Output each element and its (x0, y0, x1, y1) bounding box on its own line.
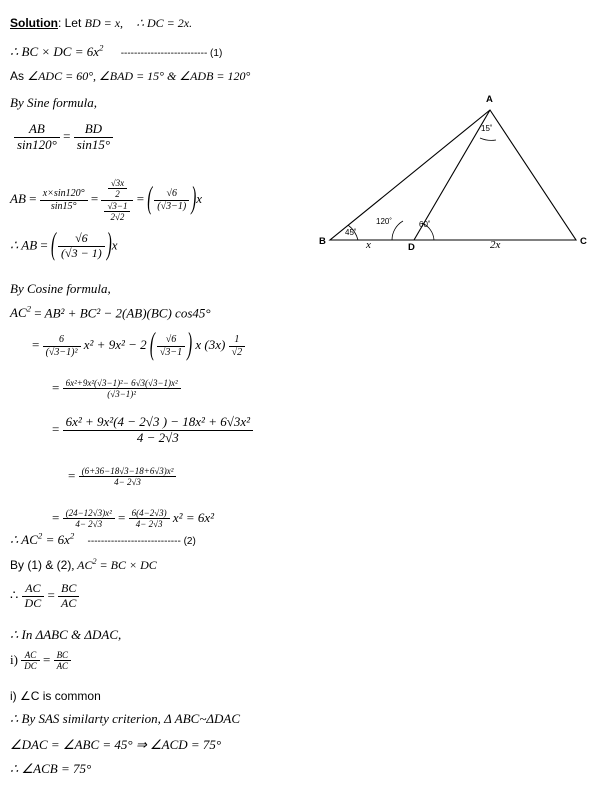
x-sin120-numerator: x×sin120° (40, 188, 88, 201)
ratio-equals: = (47, 587, 55, 603)
angles-line (10, 70, 250, 83)
side-label-dc: 2x (490, 239, 501, 251)
vertex-label-a: A (486, 94, 493, 105)
ac2-rhs: AB² + BC² − 2(AB)(BC) cos45° (44, 305, 211, 321)
ratio-equation (10, 582, 79, 611)
ac2-equals: = (34, 305, 42, 321)
sqrt3-minus-1-over-2sqrt2 (104, 201, 130, 223)
step6-num-1: (24−12√3)x² (63, 508, 115, 519)
ab-over-sin120 (14, 122, 60, 153)
bc-dc-equation: ∴ BC × DC = $6x^2$ (10, 43, 104, 60)
ac2-equation (10, 305, 211, 321)
step3-fraction (63, 378, 181, 400)
angles-text: As ∠ADC = 60°, ∠BAD = 15° & ∠ADB = 120° (10, 69, 251, 83)
in-triangles-line: ∴ In ΔABC & ΔDAC, (10, 627, 122, 642)
step3-den: (√3−1)² (107, 389, 137, 400)
ac-num: AC (22, 582, 45, 597)
ab-x-factor: x (196, 191, 202, 207)
ab-final-fraction (58, 232, 105, 261)
step3-num: 6x²+9x²(√3−1)²− 6√3(√3−1)x² (63, 378, 181, 389)
bc-num: BC (58, 582, 79, 597)
step6-den-2: 4− 2√3 (135, 519, 163, 530)
sin15-denom-2: sin15° (50, 200, 77, 212)
sine-eq-equals: = (63, 128, 71, 144)
sqrt6-over-sqrt3-1-paren (147, 188, 196, 212)
sin120-denominator: sin120° (17, 136, 57, 152)
six-num: 6 (43, 334, 81, 347)
step5-fraction (79, 466, 177, 488)
step6-fraction-2 (129, 508, 170, 530)
criterion-equals: = (42, 651, 51, 667)
step6-den-1: 4− 2√3 (75, 519, 103, 530)
ab-final-den: (√3 − 1) (61, 245, 102, 260)
dc-den: DC (24, 595, 42, 610)
ac2-step2 (32, 334, 245, 358)
ab-numerator: AB (14, 122, 60, 138)
angle-label-a15: 15˚ (481, 124, 493, 133)
sqrt6-num-b: ( √6 (157, 334, 185, 347)
sqrt3x: √3x (108, 178, 127, 189)
angle-arc-a (480, 138, 496, 140)
ac2-step6 (52, 508, 214, 530)
angle-label-b45: 45˚ (345, 228, 357, 237)
ab-equals-2: = (90, 191, 99, 207)
vertex-label-b: B (319, 236, 326, 247)
solution-colon: : (58, 16, 62, 30)
triangle-abc-outline (330, 110, 576, 240)
ac2-step4 (52, 415, 253, 446)
bd-numerator: BD (74, 122, 113, 138)
ac2-conclusion (10, 532, 196, 548)
by-1-and-2-line (10, 558, 157, 572)
nested-den (101, 201, 133, 223)
nested-fraction (101, 178, 133, 222)
ac-over-dc (22, 582, 45, 611)
acb-line: ∴ ∠ACB = 75° (10, 761, 92, 776)
triangle-figure (318, 88, 598, 258)
by-1-2-text: By (1) & (2), $AC^2$ = BC × DC (10, 557, 157, 572)
ratio-therefore: ∴ (10, 587, 19, 603)
criterion-ac: AC (21, 650, 40, 661)
eq1-dashes: -------------------------- (1) (120, 48, 223, 60)
ab-final-paren (51, 232, 112, 261)
eq2-dashes: ---------------------------- (2) (87, 536, 196, 548)
sqrt3x-over-2 (108, 178, 127, 200)
sine-equation (14, 122, 113, 153)
ab-equals-3: = (136, 191, 145, 207)
bc-times-dc-line (10, 44, 222, 60)
step4-num: 6x² + 9x²(4 − 2√3 ) − 18x² + 6√3x² (63, 415, 253, 431)
step2-paren (150, 334, 192, 358)
side-label-bd: x (366, 239, 371, 251)
angle-label-d60: 60˚ (419, 220, 431, 229)
cosine-formula-heading: By Cosine formula, (10, 281, 111, 296)
step6-fraction-1 (63, 508, 115, 530)
sqrt6-over-sqrt3-1-b (157, 334, 185, 358)
step5-den: 4− 2√3 (114, 477, 141, 488)
ab-equals-1: = (29, 191, 37, 207)
angle-label-d120: 120˚ (376, 217, 393, 226)
step2-x3x: x (3x) (195, 336, 226, 352)
sin15-denominator: sin15° (76, 136, 111, 152)
ab-final-num: ( √6 (58, 232, 105, 247)
sqrt6-num: ( √6 (154, 188, 189, 201)
criterion-i-line (10, 650, 71, 672)
sine-formula-heading: By Sine formula, (10, 95, 98, 110)
ab-solve-line (10, 178, 202, 222)
angle-arc-d-left (392, 221, 403, 240)
nested-num (101, 178, 133, 201)
bd-over-sin15 (74, 122, 113, 153)
six-over-sqrt3-1-sq (43, 334, 81, 358)
one-num: 1 (229, 334, 246, 347)
step6-equals: = (52, 509, 60, 525)
bc-over-ac (58, 582, 79, 611)
step6-equals-2: = (118, 509, 126, 525)
step5-equals: = (68, 467, 76, 483)
ab-final-equals: = (40, 237, 48, 253)
sas-conclusion-line: ∴ By SAS similarty criterion, Δ ABC~ΔDAC (10, 711, 241, 726)
step3-equals: = (52, 379, 60, 395)
vertex-label-d: D (408, 242, 415, 253)
sqrt3-1-den-b: √3−1 (159, 346, 183, 358)
step6-num-2: 6(4−2√3) (129, 508, 170, 519)
sqrt2-den: √2 (231, 346, 243, 358)
step2-mid: x² + 9x² − 2 (83, 336, 147, 352)
ab-lhs: AB (10, 191, 26, 207)
vertex-label-c: C (580, 236, 587, 247)
criterion-bc-ac (54, 650, 72, 672)
ab-final-lhs: ∴ AB (10, 237, 38, 253)
triangle-svg (318, 88, 598, 258)
step5-num: (6+36−18√3−18+6√3)x² (79, 466, 177, 477)
step4-den: 4 − 2√3 (136, 429, 179, 445)
sqrt6-over-sqrt3-1 (154, 188, 189, 212)
ac-den: AC (61, 595, 77, 610)
two: 2 (115, 189, 120, 200)
criterion-ac-dc (21, 650, 40, 672)
sqrt3-1-sq-den: (√3−1)² (45, 346, 78, 358)
criterion-i-label: i) (10, 651, 18, 667)
criterion-dc: DC (24, 661, 37, 672)
ac2-lhs: $AC^2$ (10, 304, 32, 321)
step6-tail: x² = 6x² (172, 509, 215, 525)
criterion-ii-line: i) ∠C is common (10, 689, 101, 703)
ab-final-line (10, 232, 117, 261)
let-bd-text: Let BD = x, ∴ DC = 2x. (64, 16, 193, 30)
step4-fraction (63, 415, 253, 446)
sqrt3-minus-1: √3−1 (104, 201, 130, 212)
dac-line: ∠DAC = ∠ABC = 45° ⇒ ∠ACD = 75° (10, 737, 222, 752)
ac2-concl-text: ∴ $AC^2 = 6x^2$ (10, 531, 75, 548)
step2-equals: = (32, 336, 40, 352)
sqrt3-1-den: (√3−1) (157, 200, 187, 212)
ac2-step3 (52, 378, 181, 400)
x-sin120-over-sin15 (40, 188, 88, 212)
step4-equals: = (52, 421, 60, 437)
criterion-bc: BC (54, 650, 72, 661)
ac2-step5 (68, 466, 176, 488)
solution-label: Solution (10, 16, 58, 30)
criterion-ac2: AC (56, 661, 69, 672)
solution-heading-line (10, 16, 192, 30)
two-sqrt-2: 2√2 (110, 212, 125, 223)
one-over-sqrt2 (229, 334, 246, 358)
ab-final-x: x (111, 237, 118, 253)
